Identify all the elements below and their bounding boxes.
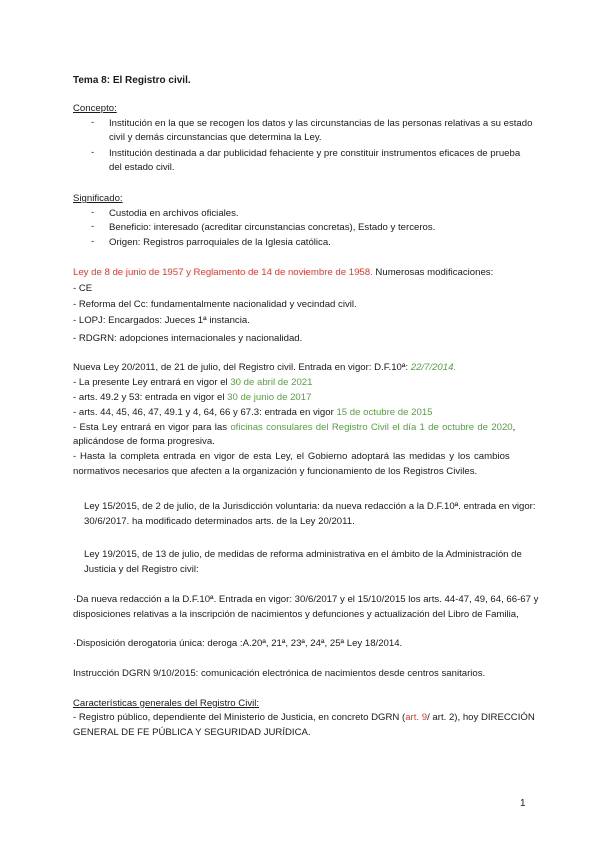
disposicion-derogatoria: ·Disposición derogatoria única: deroga :A.20ª, 21ª, 23ª, 24ª, 25ª Ley 18/2014. [73, 638, 403, 649]
ley-1957-red-text: Ley de 8 de junio de 1957 y Reglamento de 14 de noviembre de 1958. [73, 267, 373, 278]
ley-2011-line-4 [73, 421, 515, 434]
ley-2011-intro-text: Nueva Ley 20/2011, de 21 de julio, del Registro civil. Entrada en vigor: D.F.10ª: [73, 362, 411, 373]
caracteristicas-line-1 [73, 711, 535, 724]
concepto-item-1-line-2: civil y demás circunstancias que determina la Ley. [109, 132, 322, 143]
ley-19-2015-line-2: Justicia y del Registro civil: [84, 564, 199, 575]
ley-2011-line-5-a: - Hasta la completa entrada en vigor de esta Ley, el Gobierno adoptará las medidas y los cambios [73, 451, 510, 462]
ley-2011-line-4-green: oficinas consulares del Registro Civil el día 1 de octubre de 2020 [230, 422, 513, 433]
ley-2011-intro-date: 22/7/2014. [410, 362, 457, 373]
concepto-item-1-line-1: Institución en la que se recogen los datos y las circunstancias de las personas relativas a su estado [109, 118, 533, 129]
ley-2011-line-1-text: - La presente Ley entrará en vigor el [73, 377, 231, 388]
ley-2011-line-3-date: 15 de octubre de 2015 [336, 407, 433, 418]
ley-1957-item-1: - CE [73, 283, 93, 294]
concepto-heading: Concepto: [73, 103, 117, 114]
ley-2011-line-2-date: 30 de junio de 2017 [227, 392, 312, 403]
significado-item-2: Beneficio: interesado (acreditar circunstancias concretas), Estado y terceros. [109, 222, 436, 233]
concepto-item-2-line-1: Institución destinada a dar publicidad fehaciente y pre constituir instrumentos eficaces de prueba [109, 148, 521, 159]
ley-2011-line-3-text: - arts. 44, 45, 46, 47, 49.1 y 4, 64, 66 y 67.3: entrada en vigor [73, 407, 337, 418]
page-number: 1 [520, 798, 526, 809]
ley-19-2015-line-1: Ley 19/2015, de 13 de julio, de medidas de reforma administrativa en el ámbito de la Administración de [84, 549, 522, 560]
concepto-item-2-line-2: del estado civil. [109, 162, 175, 173]
bullet-dash: - [91, 147, 95, 158]
ley-2011-line-4-text: - Esta Ley entrará en vigor para las [73, 422, 231, 433]
ley-2011-line-3 [73, 406, 433, 419]
page-title: Tema 8: El Registro civil. [73, 75, 191, 86]
ley-15-2015-line-2: 30/6/2017. ha modificado determinados arts. de la Ley 20/2011. [84, 516, 355, 527]
caracteristicas-art-9: art. 9 [405, 712, 428, 723]
ley-1957-line [73, 266, 493, 279]
ley-1957-item-2: - Reforma del Cc: fundamentalmente nacionalidad y vecindad civil. [73, 299, 357, 310]
da-nueva-line-2: disposiciones relativas a la inscripción de nacimientos y defunciones y actualización del Libro de Familia, [73, 609, 519, 620]
caracteristicas-heading: Características generales del Registro Civil: [73, 698, 260, 709]
ley-2011-line-5-b: normativos necesarios que afecten a la organización y funcionamiento de los Registros Civiles. [73, 466, 478, 477]
caracteristicas-line-1-rest: / art. 2), hoy DIRECCIÓN [427, 712, 535, 723]
ley-2011-line-2-text: - arts. 49.2 y 53: entrada en vigor el [73, 392, 228, 403]
ley-2011-intro [73, 361, 456, 374]
ley-1957-item-4: - RDGRN: adopciones internacionales y nacionalidad. [73, 333, 303, 344]
significado-item-3: Origen: Registros parroquiales de la Iglesia católica. [109, 237, 331, 248]
significado-item-1: Custodia en archivos oficiales. [109, 208, 239, 219]
instruccion-dgrn: Instrucción DGRN 9/10/2015: comunicación electrónica de nacimientos desde centros sanitarios. [73, 668, 486, 679]
caracteristicas-line-2: GENERAL DE FE PÚBLICA Y SEGURIDAD JURÍDICA. [73, 727, 311, 738]
da-nueva-line-1: ·Da nueva redacción a la D.F.10ª. Entrada en vigor: 30/6/2017 y el 15/10/2015 los arts. 44-47, 49, 64, 66-67 y [73, 594, 539, 605]
bullet-dash: - [91, 236, 95, 247]
ley-15-2015-line-1: Ley 15/2015, de 2 de julio, de la Jurisdicción voluntaria: da nueva redacción a la D.F.10ª. entrada en vigor: [84, 501, 536, 512]
significado-heading: Significado: [73, 193, 123, 204]
ley-1957-rest: Numerosas modificaciones: [372, 267, 494, 278]
ley-2011-line-1 [73, 376, 312, 389]
ley-2011-line-4-cont: aplicándose de forma progresiva. [73, 436, 215, 447]
bullet-dash: - [91, 207, 95, 218]
ley-2011-line-2 [73, 391, 311, 404]
ley-2011-line-1-date: 30 de abril de 2021 [230, 377, 313, 388]
bullet-dash: - [91, 221, 95, 232]
caracteristicas-line-1-text: - Registro público, dependiente del Ministerio de Justicia, en concreto DGRN ( [73, 712, 406, 723]
ley-1957-item-3: - LOPJ: Encargados: Jueces 1ª instancia. [73, 315, 250, 326]
bullet-dash: - [91, 117, 95, 128]
ley-2011-line-4-comma: , [512, 422, 516, 433]
